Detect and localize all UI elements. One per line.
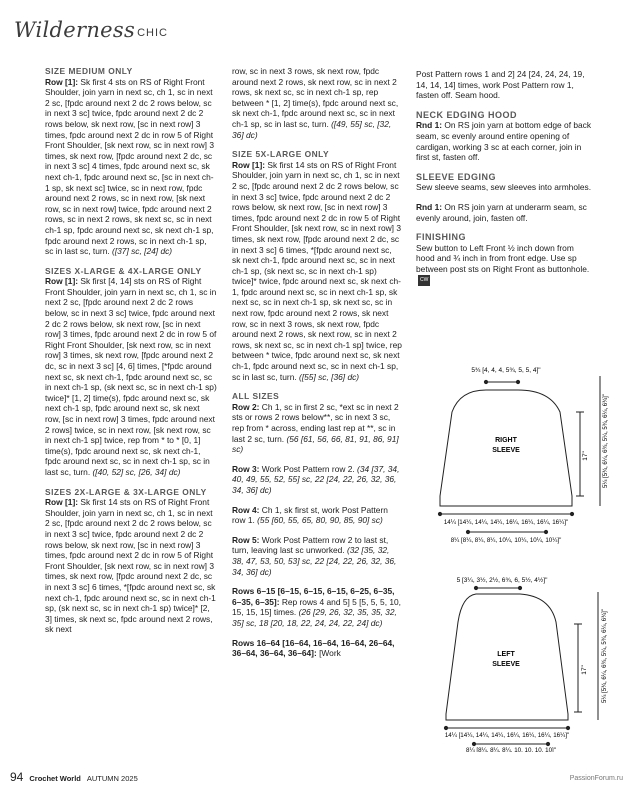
left-side-measure: 5¼ [5¾, 6¼, 6¾, 5¼, 5¾, 6¼, 6¾]": [602, 609, 608, 703]
stitch-count: ([40, 52] sc, [26, 34] dc): [92, 466, 181, 477]
section-heading: SIZE MEDIUM ONLY: [45, 66, 133, 76]
issue-label: AUTUMN 2025: [86, 774, 138, 783]
section-heading: SIZES 2X-LARGE & 3X-LARGE ONLY: [45, 486, 207, 497]
section-heading: FINISHING: [416, 232, 467, 243]
instruction-text: Sk first 4 sts on RS of Right Front Shoulder, join yarn in next sc, ch 1, sc in next 2 sc, [fpdc around next 2 dc 2 rows below, sc in next 3 sc] twice, fpdc around next 2 dc 2 rows below, sk next row, [sc in next row] 3 times, fpdc around next 2 dc in row 5 of Right Front Shoulder, [sk next row, sc in next row] 3 times, sk next row, [fpdc around next 2 dc, sc in next 3 sc] 4 times, fpdc around next sc, sk next ch-1, fpdc around next sc, [sc in next ch-1 sp, sk next sc] twice, sc in next row, fpdc around next 2 rows, sc in next row, [sk next row, sc in next row] twice, fpdc around next 2 rows, sc in next 2 rows, sk next sc, sc in next ch-1 sp, fpdc around next sc, sk next ch-1 sp, fpdc around next 2 rows, sc in next ch-1 sp, sc in last sc, turn.: [45, 76, 214, 257]
instruction-text: Post Pattern rows 1 and 2] 24 [24, 24, 24, 19, 14, 14, 14] times, work Post Pattern row 1, fasten off. Seam hood.: [416, 69, 585, 101]
left-bottom-1: 14¼ [14¼, 14¼, 14¼, 16¼, 16¼, 16¼, 16¼]": [444, 732, 570, 739]
row-label: Rnd 1:: [416, 201, 443, 212]
brand-suffix: CHIC: [137, 27, 168, 39]
row-label: Row 2:: [232, 401, 260, 412]
row-label: Row 5:: [232, 534, 260, 545]
instruction-text: Work Post Pattern row 2.: [261, 463, 355, 474]
instruction-text: Sk first 14 sts on RS of Right Front Shoulder, join yarn in next sc, ch 1, sc in next 2 sc, [fpdc around next 2 dc 2 rows below, sc in next 3 sc] twice, fpdc around next 2 dc 2 rows below, sk next row, [sc in next row] 3 times, fpdc around next 2 dc in row 5 of Right Front Shoulder, [sk next row, sc in next row] 3 times, sk next row, [fpdc around next 2 dc, sc in next 3 sc] 6 times, *[fpdc around next sc, sk next ch-1, fpdc around next sc, sc in next ch-1 sp, (sk next sc, sc in next ch-1 sp) twice]* [2, 3] times, sk next sc, fpdc around next 2 rows, sk next: [45, 497, 216, 635]
column-3: [416, 69, 592, 295]
instruction-text: On RS join yarn at underarm seam, sc evenly around, join, fasten off.: [416, 201, 587, 223]
stitch-count: (32 [35, 32, 38, 47, 53, 50, 53] sc, 22 [24, 22, 26, 32, 36, 34, 36] dc): [232, 545, 397, 577]
left-sleeve-diagram: [410, 572, 610, 752]
section-heading: ALL SIZES: [232, 391, 280, 402]
magazine-title: Crochet World: [29, 774, 81, 783]
row-label: Rnd 1:: [416, 120, 443, 131]
right-height: 17": [582, 451, 589, 461]
instruction-text: Sew button to Left Front ½ inch down from hood and ¾ inch in from front edge. Use sp between post sts on Right Front as buttonhole.: [416, 242, 590, 274]
instruction-text: Sew sleeve seams, sew sleeves into armholes.: [416, 182, 592, 193]
instruction-text: Ch 1, sk first st, work Post Pattern row 1.: [232, 504, 388, 526]
footer: [10, 770, 138, 784]
page-number: 94: [10, 770, 24, 784]
instruction-text: Work Post Pattern row 2 to last st, turn, leaving last sc unworked.: [232, 534, 389, 556]
instruction-text: [Work: [319, 648, 341, 659]
right-label-2: SLEEVE: [492, 447, 520, 454]
row-label: Row 3:: [232, 463, 260, 474]
row-label: Row [1]:: [45, 276, 79, 287]
section-heading: SIZE 5X-LARGE ONLY: [232, 149, 330, 160]
brand-script: Wilderness: [14, 18, 136, 42]
row-label: Row 4:: [232, 504, 260, 515]
left-label-1: LEFT: [497, 651, 515, 658]
stitch-count: ([49, 55] sc, [32, 36] dc): [232, 118, 392, 140]
left-top-measure: 5 [3¼, 3½, 2½, 6¾, 6, 5½, 4½]": [456, 577, 548, 584]
row-label: Row [1]:: [232, 159, 266, 170]
instruction-text: Sk first 14 sts on RS of Right Front Shoulder, join yarn in next sc, ch 1, sc in next 2 sc, [fpdc around next 2 dc 2 rows below, sc in next 3 sc] twice, fpdc around next 2 dc 2 rows below, sk next row, [sc in next row] 3 times, fpdc around next 2 dc in row 5 of Right Front Shoulder, [sk next row, sc in next row] 3 times, sk next row, [fpdc around next 2 dc, sc in next 3 sc] 6 times, *[fpdc around next sc, sk next ch-1, fpdc around next sc, sc in next ch-1 sp, (sk next sc, sc in next ch-1 sp) twice]* twice, fpdc around next sc, sk next ch-1, fpdc around next sc, sc in next ch-1 sp, sk next sc, sc in next ch-1 sp, sk next sc, sc in next row, fpdc around next 2 rows, sk next row, sc in next 3 rows, sk next row, fpdc around next 2 rows, sk next row, sc in next 2 rows, sk next sc, sc in next ch-1 sp] twice, rep between * twice, fpdc around next sc, sk next ch-1, fpdc around next sc, sc in next ch-1 sp, sc in last sc, turn.: [232, 159, 402, 382]
stitch-count: ([55] sc, [36] dc): [299, 371, 360, 382]
column-1: [45, 66, 217, 644]
right-side-measure: 5¼ [5¾, 6¼, 6¾, 5¼, 5¾, 6¼, 6¾]": [603, 394, 609, 488]
brand-header: [14, 18, 168, 42]
stitch-count: (56 [61, 56, 66, 81, 91, 86, 91] sc): [232, 433, 399, 455]
section-heading: SLEEVE EDGING: [416, 171, 497, 182]
right-label-1: RIGHT: [495, 437, 517, 444]
stitch-count: (26 [29, 26, 32, 35, 35, 32, 35] sc, 18 [20, 18, 22, 24, 24, 22, 24] dc): [232, 607, 397, 628]
instruction-text: Rep rows 4 and 5] 5 [5, 5, 5, 10, 15, 15, 15] times.: [232, 596, 402, 618]
right-bottom-1: 14¼ [14¼, 14¼, 14¼, 16¼, 16¼, 16¼, 16¼]": [443, 519, 569, 526]
row-label: Row [1]:: [45, 497, 79, 508]
right-top-measure: 5¾ [4, 4, 4, 5¾, 5, 5, 4]": [471, 367, 541, 374]
row-label: Rows 16–64 [16–64, 16–64, 16–64, 26–64, 36–64, 36–64, 36–64]:: [232, 637, 395, 659]
instruction-text: Sk first [4, 14] sts on RS of Right Front Shoulder, join yarn in next sc, ch 1, sc in next 2 sc, [fpdc around next 2 dc 2 rows below, sc in next 3 sc] twice, fpdc around next 2 dc 2 rows below, sk next row, [sc in next row] 3 times, fpdc around next 2 dc in row 5 of Right Front Shoulder, [sk next row, sc in next row] 3 times, sk next row, [fpdc around next 2 dc, sc in next 3 sc] [4, 6] times, [*fpdc around next sc, sk next ch-1, fpdc around next sc, sc in next ch-1 sp, (sk next sc, sc in next ch-1 sp) twice]* [1, 2] time(s), fpdc around next sc, sk next ch-1 sp, fpdc around next sc, sk next row, [sc in next row] 3 times, fpdc around next 2 rows] twice, sc in next row, [sk next row, sc in next ch-1 sp] twice, rep from * to * [0, 1] time(s), fpdc around next sc, sk next ch-1, fpdc around next sc, sc in next ch-1 sp, sc in last sc, turn.: [45, 276, 217, 477]
section-heading: SIZES X-LARGE & 4X-LARGE ONLY: [45, 265, 202, 276]
left-height: 17": [581, 665, 588, 675]
instruction-text: Ch 1, sc in first 2 sc, *ext sc in next 2 sts or rows 2 rows below**, sc in next 3 sc, rep from * across, ending last rep at **, sc in last 2 sc, turn.: [232, 401, 399, 444]
watermark: PassionForum.ru: [569, 775, 623, 782]
instruction-text: On RS join yarn at bottom edge of back seam, sc evenly around entire opening of cardigan, working 3 sc at each corner, join in first st, fasten off.: [416, 120, 592, 163]
stitch-count: (34 [37, 34, 40, 49, 55, 52, 55] sc, 22 [24, 22, 26, 32, 36, 34, 36] dc): [232, 463, 400, 495]
instruction-text: row, sc in next 3 rows, sk next row, fpdc around next 2 rows, sk next row, sc in next 2 rows, sk next sc, sc in next ch-1 sp, rep between * [1, 2] time(s), fpdc around next sc, sk next ch-1, fpdc around next sc, sc in next ch-1 sp, sc in last sc, turn.: [232, 66, 399, 129]
column-2: [232, 66, 402, 668]
section-heading: NECK EDGING HOOD: [416, 109, 518, 120]
left-bottom-2: 8¼ [8¼, 8¼, 8¼, 10, 10, 10, 10]": [466, 747, 556, 752]
stitch-count: (55 [60, 55, 65, 80, 90, 85, 90] sc): [257, 515, 383, 526]
crochet-world-badge: CW: [418, 275, 430, 286]
stitch-count: ([37] sc, [24] dc): [112, 246, 173, 257]
row-label: Rows 6–15 [6–15, 6–15, 6–15, 6–25, 6–35, 6–35, 6–35]:: [232, 586, 395, 607]
left-label-2: SLEEVE: [492, 661, 520, 668]
row-label: Row [1]:: [45, 76, 79, 87]
right-sleeve-diagram: [410, 356, 610, 546]
right-bottom-2: 8¼ [8¼, 8¼, 8¼, 10¼, 10¼, 10¼, 10¼]": [450, 537, 562, 544]
